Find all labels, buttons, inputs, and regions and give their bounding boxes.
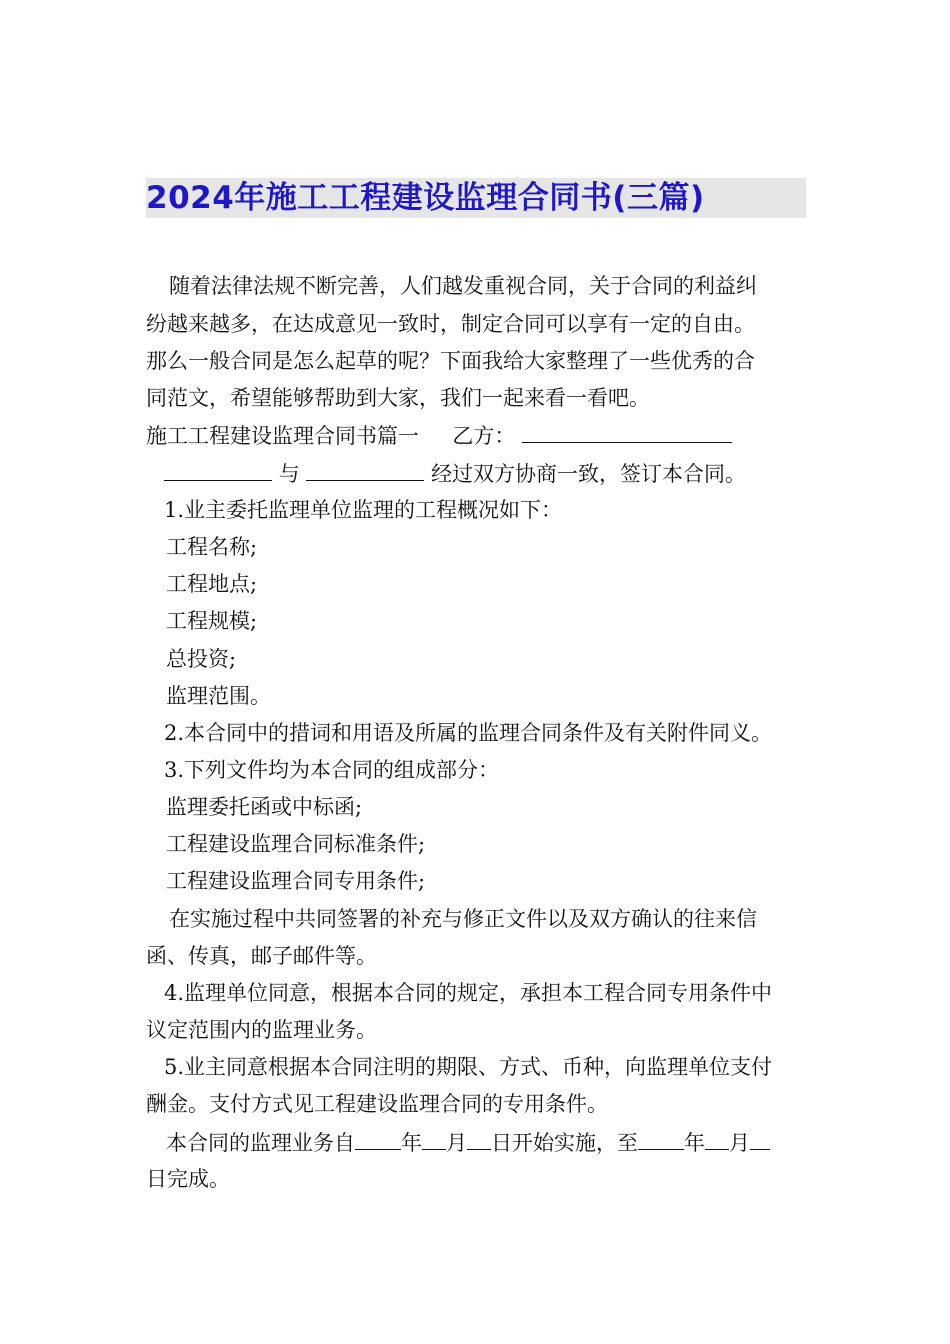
item1-total-investment: 总投资; <box>166 647 237 671</box>
end-day-blank <box>750 1127 770 1150</box>
period-line <box>166 1127 770 1157</box>
end-month-blank <box>705 1127 729 1150</box>
agreement-with: 与 <box>278 462 300 486</box>
item1-project-name: 工程名称; <box>166 535 258 559</box>
item1-supervision-scope: 监理范围。 <box>166 684 271 708</box>
period-day-start: 日开始实施，至 <box>491 1131 638 1155</box>
clause-4-line-2: 议定范围内的监理业务。 <box>146 1018 377 1042</box>
start-year-blank <box>355 1127 401 1150</box>
period-prefix: 本合同的监理业务自 <box>166 1131 355 1155</box>
clause-3: 3.下列文件均为本合同的组成部分： <box>164 758 500 782</box>
period-year-2: 年 <box>684 1131 705 1155</box>
clause-2: 2.本合同中的措词和用语及所属的监理合同条件及有关附件同义。 <box>164 721 773 745</box>
party-b-name-blank <box>306 458 424 481</box>
start-day-blank <box>467 1127 491 1150</box>
item3-letter: 监理委托函或中标函; <box>166 795 363 819</box>
agreement-line <box>164 458 746 488</box>
supplement-line-2: 函、传真，邮子邮件等。 <box>146 944 377 968</box>
party-b-label: 乙方： <box>452 424 516 448</box>
intro-line-3: 那么一般合同是怎么起草的呢？下面我给大家整理了一些优秀的合 <box>146 349 755 373</box>
item3-special-conditions: 工程建设监理合同专用条件; <box>166 869 426 893</box>
item3-standard-conditions: 工程建设监理合同标准条件; <box>166 832 426 856</box>
period-month-1: 月 <box>446 1131 467 1155</box>
party-a-blank <box>164 458 272 481</box>
clause-5-line-2: 酬金。支付方式见工程建设监理合同的专用条件。 <box>146 1092 608 1116</box>
start-month-blank <box>422 1127 446 1150</box>
section-heading-line <box>146 420 732 450</box>
party-b-blank <box>522 420 732 443</box>
supplement-line-1: 在实施过程中共同签署的补充与修正文件以及双方确认的往来信 <box>169 907 757 931</box>
intro-line-1: 随着法律法规不断完善，人们越发重视合同，关于合同的利益纠 <box>169 274 757 298</box>
document-title: 2024年施工工程建设监理合同书(三篇) <box>146 180 705 216</box>
end-year-blank <box>638 1127 684 1150</box>
intro-line-2: 纷越来越多，在达成意见一致时，制定合同可以享有一定的自由。 <box>146 312 755 336</box>
clause-1: 1.业主委托监理单位监理的工程概况如下： <box>164 498 563 522</box>
period-month-2: 月 <box>729 1131 750 1155</box>
item1-project-scale: 工程规模; <box>166 609 258 633</box>
agreement-text: 经过双方协商一致，签订本合同。 <box>431 462 747 486</box>
period-end-line: 日完成。 <box>146 1167 230 1191</box>
intro-line-4: 同范文，希望能够帮助到大家，我们一起来看一看吧。 <box>146 386 650 410</box>
item1-project-location: 工程地点; <box>166 572 258 596</box>
period-year-1: 年 <box>401 1131 422 1155</box>
clause-5-line-1: 5.业主同意根据本合同注明的期限、方式、币种，向监理单位支付 <box>164 1055 773 1079</box>
section-heading: 施工工程建设监理合同书篇一 <box>146 424 419 448</box>
clause-4-line-1: 4.监理单位同意，根据本合同的规定，承担本工程合同专用条件中 <box>164 981 773 1005</box>
